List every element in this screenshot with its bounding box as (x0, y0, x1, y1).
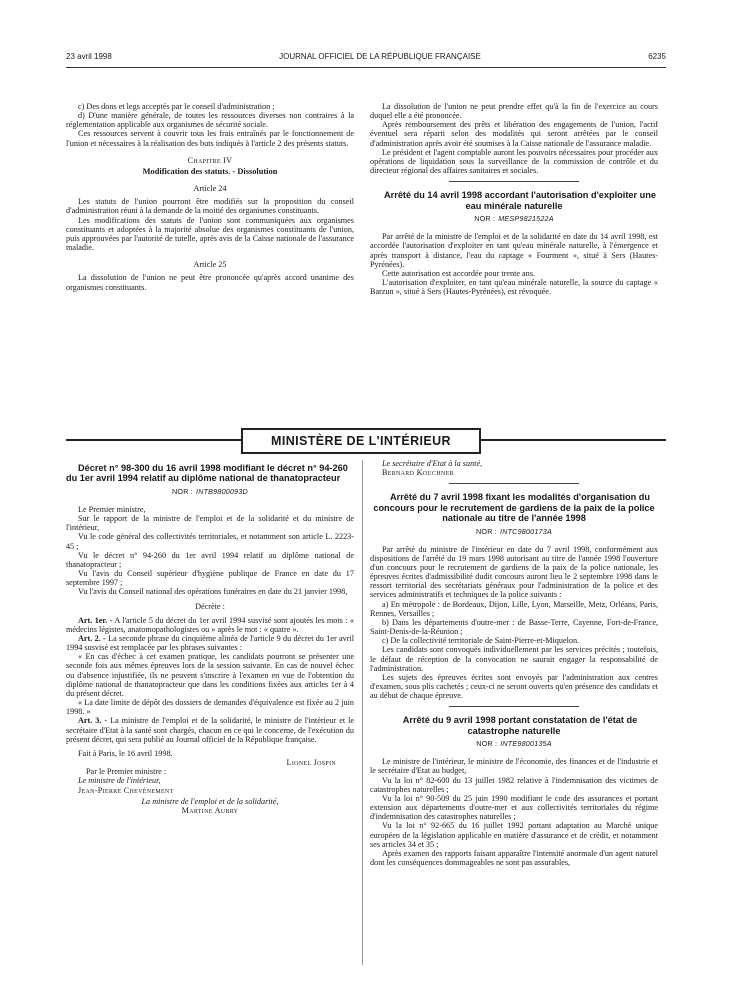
arrete-eau-minerale-nor (370, 214, 658, 223)
article-24-paragraph-2: Les modifications des statuts de l'union sont communiquées aux organismes constituants et adoptées à la majorité absolue des organismes constituants de l'union, puis approuvées par l'autorité de tutelle, après avis de la Caisse nationale de l'assurance maladie. (66, 215, 354, 253)
catastrophe-paragraph-5: Après examen des rapports faisant apparaître l'intensité anormale d'un agent naturel dont les conséquences dommageables ne sont pas assurables, (370, 848, 658, 868)
catastrophe-paragraph-4: Vu la loi n° 92-665 du 16 juillet 1992 portant adaptation au Marché unique européen de la législation applicable en matière d'assurance et de crédit, et notamment ses articles 34 et 35 ; (370, 821, 658, 849)
decret-98-300-nor (66, 487, 354, 496)
section-separator (449, 483, 579, 484)
nor-label: NOR : (476, 739, 498, 749)
statute-item-c: c) Des dons et legs acceptés par le conseil d'administration ; (78, 102, 275, 111)
arrete-catastrophe-title: Arrêté du 9 avril 1998 portant constatation de l'état de catastrophe naturelle (402, 715, 638, 736)
gardiens-paragraph-4: c) De la collectivité territoriale de Saint-Pierre-et-Miquelon. (382, 636, 580, 646)
gardiens-paragraph-6: Les sujets des épreuves écrites sont envoyés par l'administration aux centres d'examen, sous plis cachetés ; ceux-ci ne seront ouverts qu'en présence des candidats et au début de chaque épreuve. (370, 672, 658, 701)
nor-label: NOR : (172, 486, 193, 496)
article-2-quote-2: « La date limite de dépôt des dossiers de demandes d'équivalence est fixée au 2 juin 1998. » (66, 698, 354, 717)
header-date: 23 avril 1998 (66, 52, 112, 61)
catastrophe-paragraph-3: Vu la loi n° 90-509 du 25 juin 1990 modifiant le code des assurances et portant extension aux départements d'outre-mer et aux collectivités territoriales du régime d'indemnisation des catastrophes naturelles ; (370, 793, 658, 822)
article-2-lead: Art. 2. - (78, 634, 106, 643)
arrete-eau-paragraph-2: Cette autorisation est accordée pour trente ans. (382, 268, 535, 278)
signature-chevenement: Jean-Pierre Chevènement (78, 785, 174, 795)
ministre-emploi-title: La ministre de l'emploi et de la solidarité, (141, 796, 279, 806)
statute-item-d: d) D'une manière générale, de toutes les ressources diverses non contraires à la réglementation applicable aux organismes de sécurité sociale. (66, 111, 354, 130)
top-right-column (370, 102, 658, 296)
ministry-banner (241, 428, 481, 454)
decret-intro-1: Le Premier ministre, (78, 504, 146, 514)
gardiens-paragraph-5: Les candidats sont convoqués individuellement par les services précités ; toutefois, le défaut de réception de la convocation ne saurait engager la responsabilité de l'administration. (370, 645, 658, 673)
section-separator (449, 706, 579, 707)
article-25-paragraph: La dissolution de l'union ne peut être prononcée qu'après accord unanime des organismes constituants. (66, 273, 354, 292)
dissolution-paragraph-2: Après remboursement des prêts et libération des engagements de l'union, l'actif éventuel sera réparti selon des modalités qui seront arrêtées par le conseil d'administration après avoir été soumises à la Caisse nationale de l'assurance maladie. (370, 120, 658, 148)
article-1 (66, 616, 354, 634)
article-2-quote-1: « En cas d'échec à cet examen pratique, les candidats pourront se présenter une seconde fois aux mêmes épreuves lors de la session suivante. En cas de nouvel échec ou d'absence injustifiée, ils ne peuvent s'inscrire à l'examen en vue de l'obtention du diplôme national de thanatopracteur que dans les conditions fixées aux articles 1er à 4 du présent décret. (66, 652, 354, 698)
arrete-gardiens-paix-title: Arrêté du 7 avril 1998 fixant les modalités d'organisation du concours pour le recrutement de gardiens de la paix de la police nationale au titre de l'année 1998 (373, 492, 655, 524)
header-page-number: 6235 (648, 52, 666, 61)
arrete-eau-minerale-title: Arrêté du 14 avril 1998 accordant l'autorisation d'exploiter une eau minérale naturelle (384, 190, 656, 211)
statute-resources-paragraph: Ces ressources servent à couvrir tous les frais entraînés par le fonctionnement de l'union et nécessaires à la réalisation des buts indiqués à l'article 2 des présents statuts. (66, 129, 354, 148)
arrete-gardiens-paix-nor (370, 527, 658, 536)
header-journal-title: JOURNAL OFFICIEL DE LA RÉPUBLIQUE FRANÇAISE (279, 52, 481, 61)
page-header (66, 52, 666, 61)
article-1-text: A l'article 5 du décret du 1er avril 1994 susvisé sont ajoutés les mots : « médecins légistes, anatomopathologistes ou » après le mot : « quatre ». (66, 615, 354, 634)
dissolution-paragraph-1: La dissolution de l'union ne peut prendre effet qu'à la fin de l'exercice au cours duquel elle a été prononcée. (370, 102, 658, 121)
bottom-right-column (370, 459, 658, 867)
decret-intro-6: Vu l'avis du Conseil national des opérations funéraires en date du 21 janvier 1998, (78, 587, 348, 597)
decret-intro-5: Vu l'avis du Conseil supérieur d'hygiène publique de France en date du 17 septembre 1997 ; (66, 569, 354, 588)
article-2 (66, 634, 354, 652)
top-left-column (66, 102, 354, 292)
article-3-lead: Art. 3. - (78, 716, 108, 726)
column-divider (362, 460, 363, 965)
article-3 (66, 716, 354, 743)
ministry-banner-rule-left (66, 439, 241, 441)
article-25-title: Article 25 (193, 260, 227, 270)
ministre-interieur-title: Le ministre de l'intérieur, (78, 776, 161, 786)
article-24-paragraph-1: Les statuts de l'union pourront être modifiés sur la proposition du conseil d'administration réuni à la demande de la moitié des organismes constituants. (66, 197, 354, 216)
decrete-label: Décrète : (195, 601, 225, 611)
nor-code: MESP9821522A (498, 214, 554, 224)
article-1-lead: Art. 1er. - (78, 615, 113, 625)
catastrophe-paragraph-1: Le ministre de l'intérieur, le ministre de l'économie, des finances et de l'industrie et le secrétaire d'Etat au budget, (370, 757, 658, 776)
gardiens-paragraph-2: a) En métropole : de Bordeaux, Dijon, Lille, Lyon, Marseille, Metz, Orléans, Paris, Rennes, Versailles ; (370, 599, 658, 618)
article-2-text: La seconde phrase du cinquième alinéa de l'article 9 du décret du 1er avril 1994 susvisé est remplacée par les phrases suivantes : (66, 634, 354, 653)
ministry-banner-rule-right (481, 439, 666, 441)
nor-code: INTE9800135A (500, 739, 552, 749)
catastrophe-paragraph-2: Vu la loi n° 82-600 du 13 juillet 1982 relative à l'indemnisation des victimes de catastrophes naturelles ; (370, 775, 658, 794)
arrete-eau-paragraph-1: Par arrêté de la ministre de l'emploi et de la solidarité en date du 14 avril 1998, est accordée l'autorisation d'exploiter en tant qu'eau minérale naturelle, à l'émergence et après transport à distance, l'eau du captage « Fourment », situé à Sers (Hautes-Pyrénées). (370, 232, 658, 269)
article-3-text: La ministre de l'emploi et de la solidarité, le ministre de l'intérieur et le secrétaire d'Etat à la santé sont chargés, chacun en ce qui le concerne, de l'exécution du présent décret, qui sera publié au Journal officiel de la République française. (66, 716, 355, 744)
bottom-left-column (66, 463, 354, 815)
decret-98-300-title: Décret n° 98-300 du 16 avril 1998 modifiant le décret n° 94-260 du 1er avril 1994 relatif au diplôme national de thanatopracteur (66, 463, 348, 484)
ministry-name: MINISTÈRE DE L'INTÉRIEUR (271, 434, 451, 448)
decret-intro-4: Vu le décret n° 94-260 du 1er avril 1994 relatif au diplôme national de thanatopracteur ; (66, 550, 354, 569)
arrete-eau-paragraph-3: L'autorisation d'exploiter, en tant qu'eau minérale naturelle, la source du captage « Barzun », situé à Sers (Hautes-Pyrénées), est révoquée. (370, 278, 658, 297)
chapter-title: Modification des statuts. - Dissolution (142, 166, 278, 176)
par-le-premier-ministre: Par le Premier ministre : (86, 767, 167, 777)
signature-jospin: Lionel Jospin (286, 758, 336, 768)
fait-a-paris: Fait à Paris, le 16 avril 1998. (78, 748, 173, 758)
decret-intro-2: Sur le rapport de la ministre de l'emploi et de la solidarité et du ministre de l'intérieur, (66, 514, 354, 533)
nor-label: NOR : (474, 214, 496, 224)
signature-aubry: Martine Aubry (181, 805, 239, 815)
nor-label: NOR : (476, 526, 497, 536)
secretaire-etat-title: Le secrétaire d'Etat à la santé, (382, 459, 483, 468)
header-rule (66, 67, 666, 68)
nor-code: INTC9800173A (500, 526, 552, 536)
dissolution-paragraph-3: Le président et l'agent comptable auront les pouvoirs nécessaires pour procéder aux opérations de liquidation sous la surveillance de la commission de contrôle et du directeur régional des affaires sanitaires et sociales. (370, 147, 658, 176)
chapter-heading: Chapitre IV (187, 155, 233, 165)
section-separator (449, 181, 579, 182)
gardiens-paragraph-3: b) Dans les départements d'outre-mer : de Basse-Terre, Cayenne, Fort-de-France, Saint-Denis-de-la-Réunion ; (370, 617, 658, 637)
article-24-title: Article 24 (193, 184, 227, 194)
signature-kouchner: Bernard Kouchner (382, 468, 454, 478)
gardiens-paragraph-1: Par arrêté du ministre de l'intérieur en date du 7 avril 1998, conformément aux dispositions de l'arrêté du 19 mars 1998 autorisant au titre de l'année 1998 l'ouverture d'un concours pour le recrutement de gardiens de la paix de la police nationale, les épreuves écrites d'admissibilité dudit concours auront lieu le 2 septembre 1998 dans le ressort territorial des secrétariats généraux pour l'administration de la police et des services administratifs et techniques de la police suivants : (370, 544, 658, 600)
nor-code: INTB9800093D (196, 486, 248, 496)
decret-intro-3: Vu le code général des collectivités territoriales, et notamment son article L. 2223-45 ; (66, 532, 354, 551)
arrete-catastrophe-nor (370, 739, 658, 748)
